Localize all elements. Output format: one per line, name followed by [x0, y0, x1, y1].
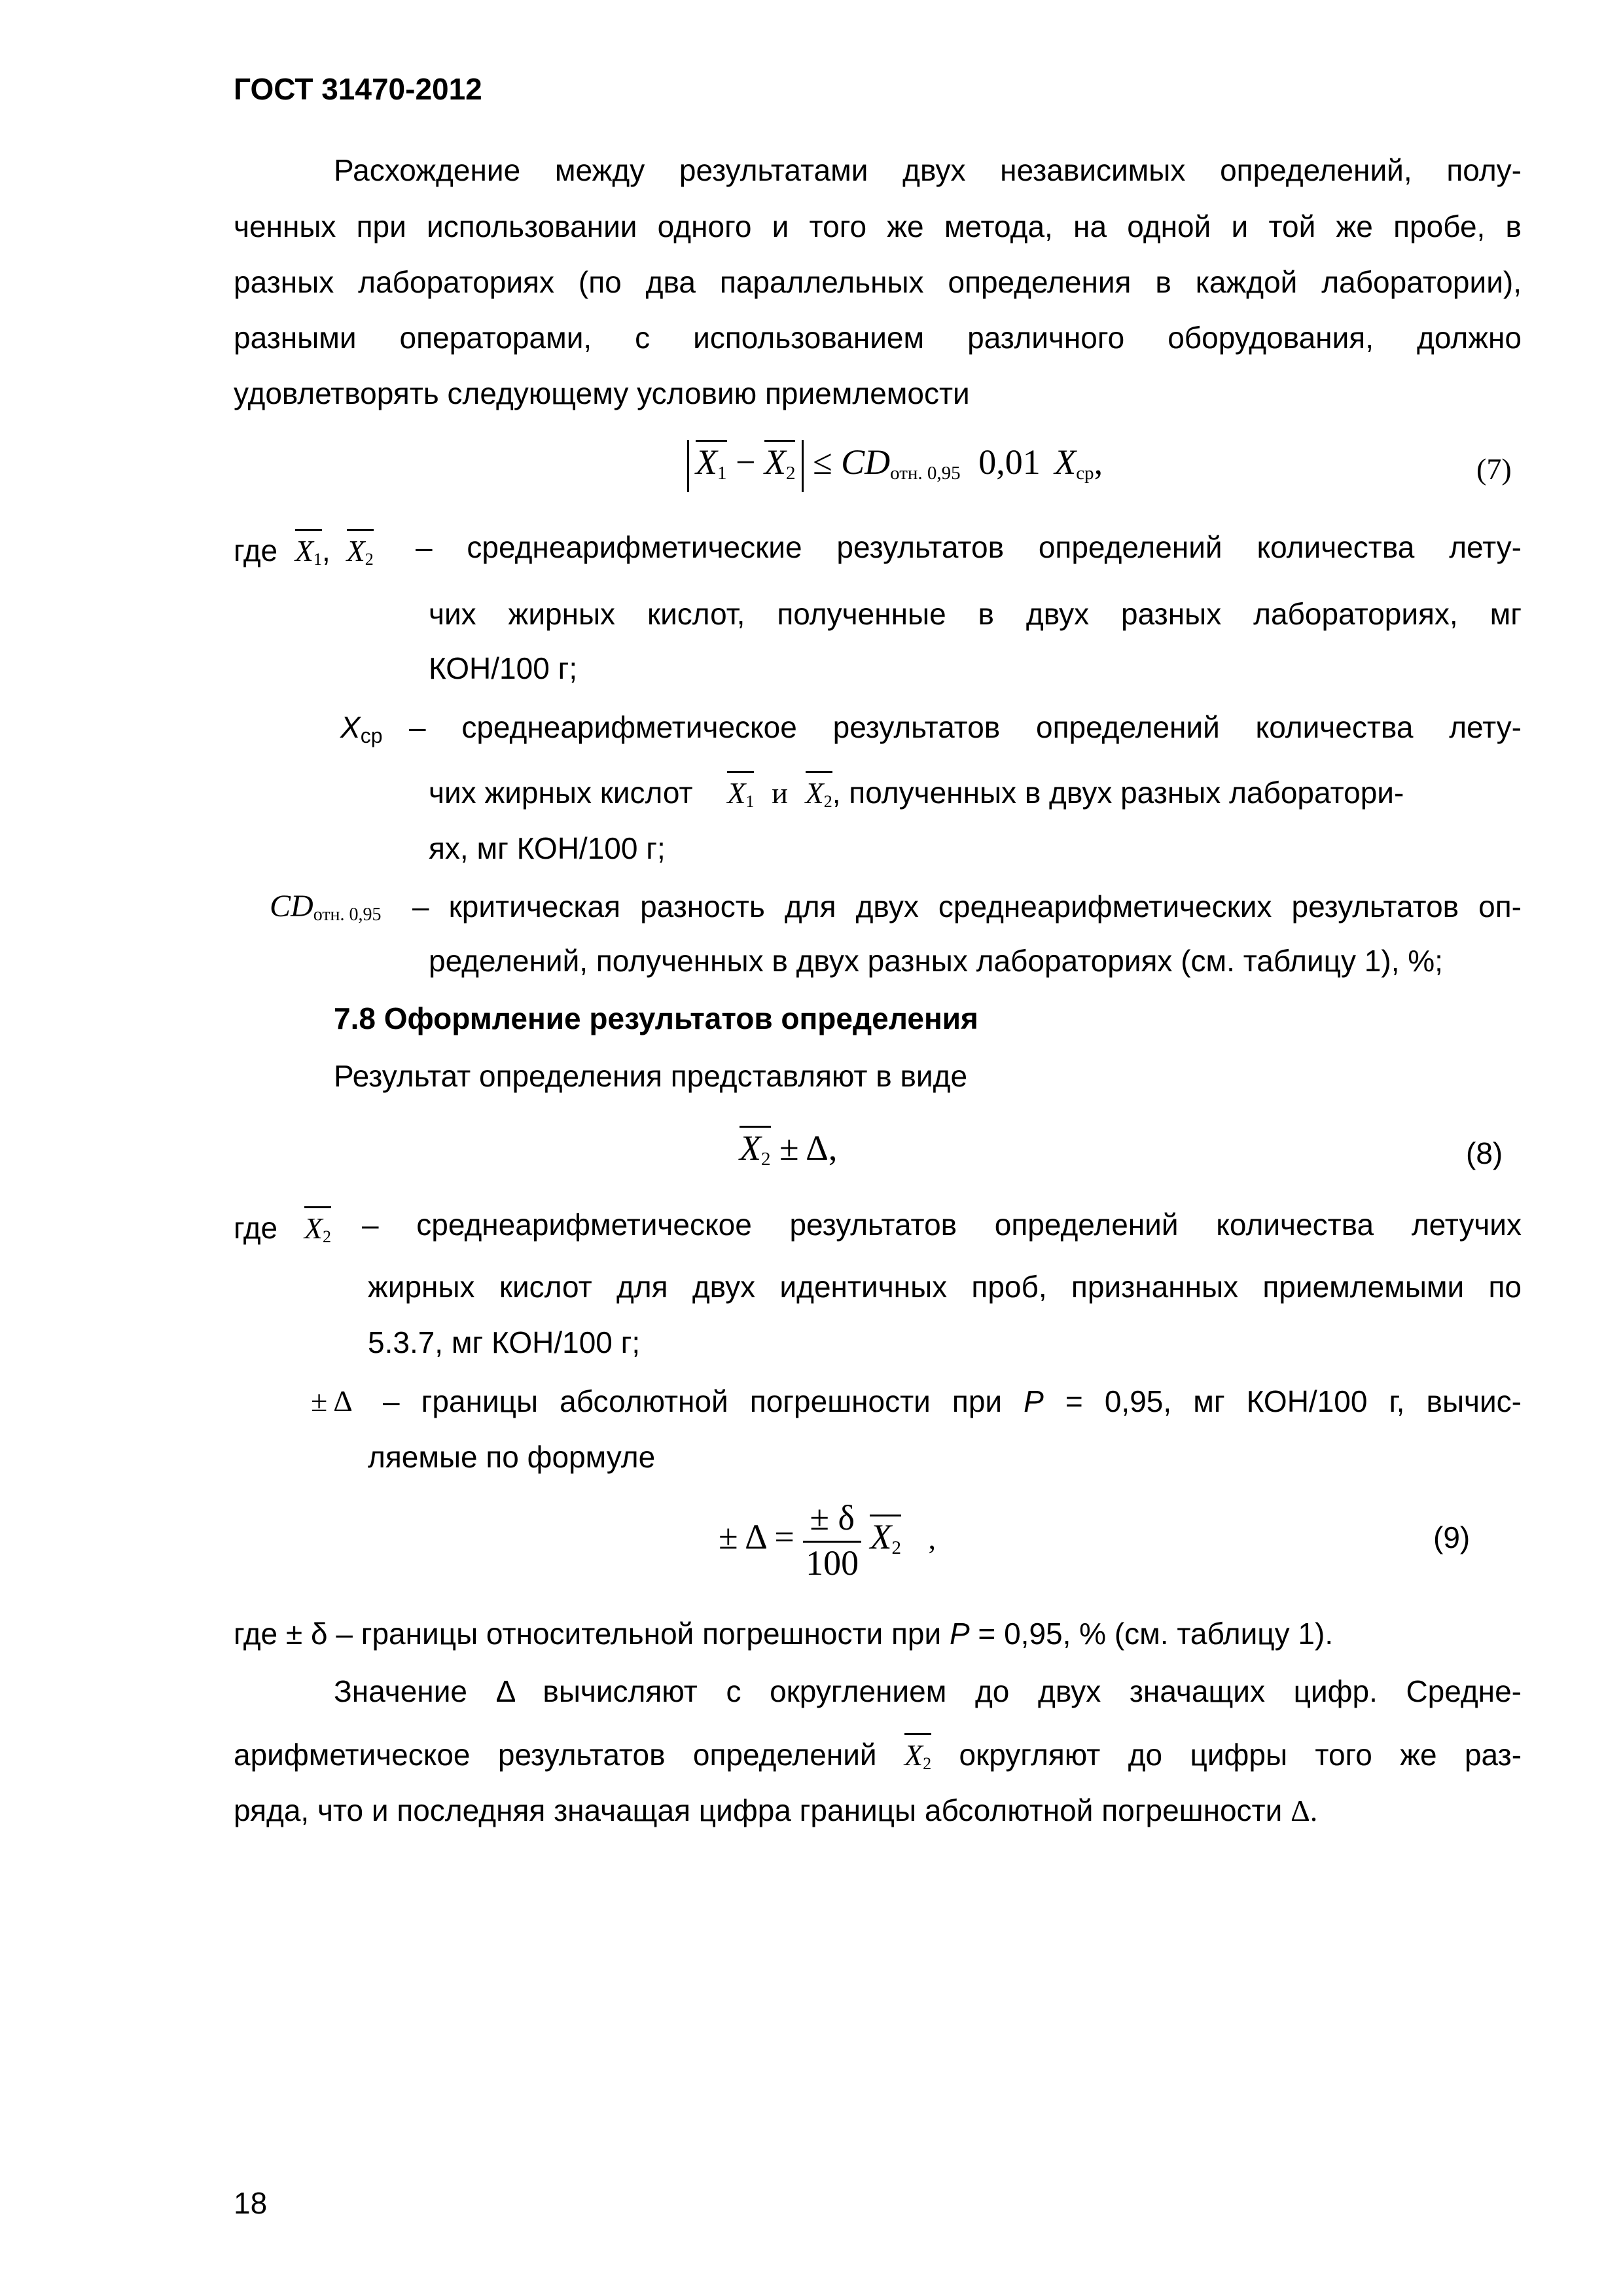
equation-9-number: (9)	[1433, 1520, 1471, 1554]
para1-line-1: Расхождение между результатами двух независимых определений, полу-	[334, 153, 1522, 187]
para1-line-5: удовлетворять следующему условию приемлемости	[234, 376, 970, 410]
def7-x-line-2: чих жирных кислот, полученные в двух разных лабораториях, мг	[429, 597, 1522, 631]
def8-x2-line-1: – среднеарифметическое результатов определений количества летучих	[362, 1208, 1522, 1242]
para1-line-2: ченных при использовании одного и того же метода, на одной и той же пробе, в	[234, 209, 1522, 243]
def7-x-line-1: – среднеарифметические результатов определений количества лету-	[416, 530, 1522, 564]
document-header: ГОСТ 31470-2012	[234, 72, 482, 106]
def7-xcp-line-2: чих жирных кислот X1 и X2, полученных в двух разных лаборатори-	[429, 771, 1404, 821]
def7-where: где X1, X2	[234, 529, 374, 579]
equation-7-number: (7)	[1476, 452, 1512, 486]
def7-xcp-symbol: Xср	[340, 710, 383, 747]
def9-line: где ± δ – границы относительной погрешности при P = 0,95, % (см. таблицу 1).	[234, 1617, 1334, 1651]
equation-8-number: (8)	[1466, 1136, 1503, 1170]
fraction: $\frac{\pm \delta}{100}$	[803, 1498, 861, 1583]
para2: Результат определения представляют в виде	[334, 1059, 968, 1093]
para1-line-4: разными операторами, с использованием различного оборудования, должно	[234, 321, 1522, 355]
para1-line-3: разных лабораториях (по два параллельных определения в каждой лаборатории),	[234, 265, 1522, 299]
def7-cd-line-2: ределений, полученных в двух разных лабораториях (см. таблицу 1), %;	[429, 944, 1443, 978]
def7-xcp-line-1: – среднеарифметическое результатов определений количества лету-	[409, 710, 1522, 744]
def7-cd-line-1: – критическая разность для двух среднеарифметических результатов оп-	[412, 889, 1522, 924]
def8-pm-symbol: ± Δ	[311, 1384, 353, 1418]
def7-x-line-3: КОН/100 г;	[429, 651, 578, 685]
def8-pm-line-1: – границы абсолютной погрешности при P = 0,95, мг КОН/100 г, вычис-	[383, 1384, 1522, 1418]
equation-8: $X_2 \pm \Delta$,	[740, 1126, 837, 1178]
equation-7: $X_1 - X_2 \le CD_{отн. 0,95}$ 0,01 $X_{ср}$,	[687, 440, 1103, 492]
def7-xcp-line-3: ях, мг КОН/100 г;	[429, 831, 666, 865]
def7-cd-symbol: CDотн. 0,95	[270, 889, 382, 925]
equation-9: ± Δ = $\frac{\pm \delta}{100}$ $X_2$ ,	[719, 1498, 936, 1583]
para3-line-3: ряда, что и последняя значащая цифра границы абсолютной погрешности Δ.	[234, 1793, 1318, 1827]
page-number: 18	[234, 2186, 268, 2220]
para3-line-2: арифметическое результатов определений X2 округляют до цифры того же раз-	[234, 1733, 1522, 1783]
abs-difference: $X_1 - X_2$	[687, 440, 804, 492]
para3-line-1: Значение Δ вычисляют с округлением до двух значащих цифр. Средне-	[334, 1674, 1522, 1708]
section-heading: 7.8 Оформление результатов определения	[334, 1001, 978, 1035]
def8-pm-line-2: ляемые по формуле	[368, 1440, 656, 1474]
def8-x2-line-2: жирных кислот для двух идентичных проб, признанных приемлемыми по	[368, 1270, 1522, 1304]
def8-x2-line-3: 5.3.7, мг КОН/100 г;	[368, 1325, 641, 1359]
def8-where: где X2	[234, 1206, 331, 1256]
